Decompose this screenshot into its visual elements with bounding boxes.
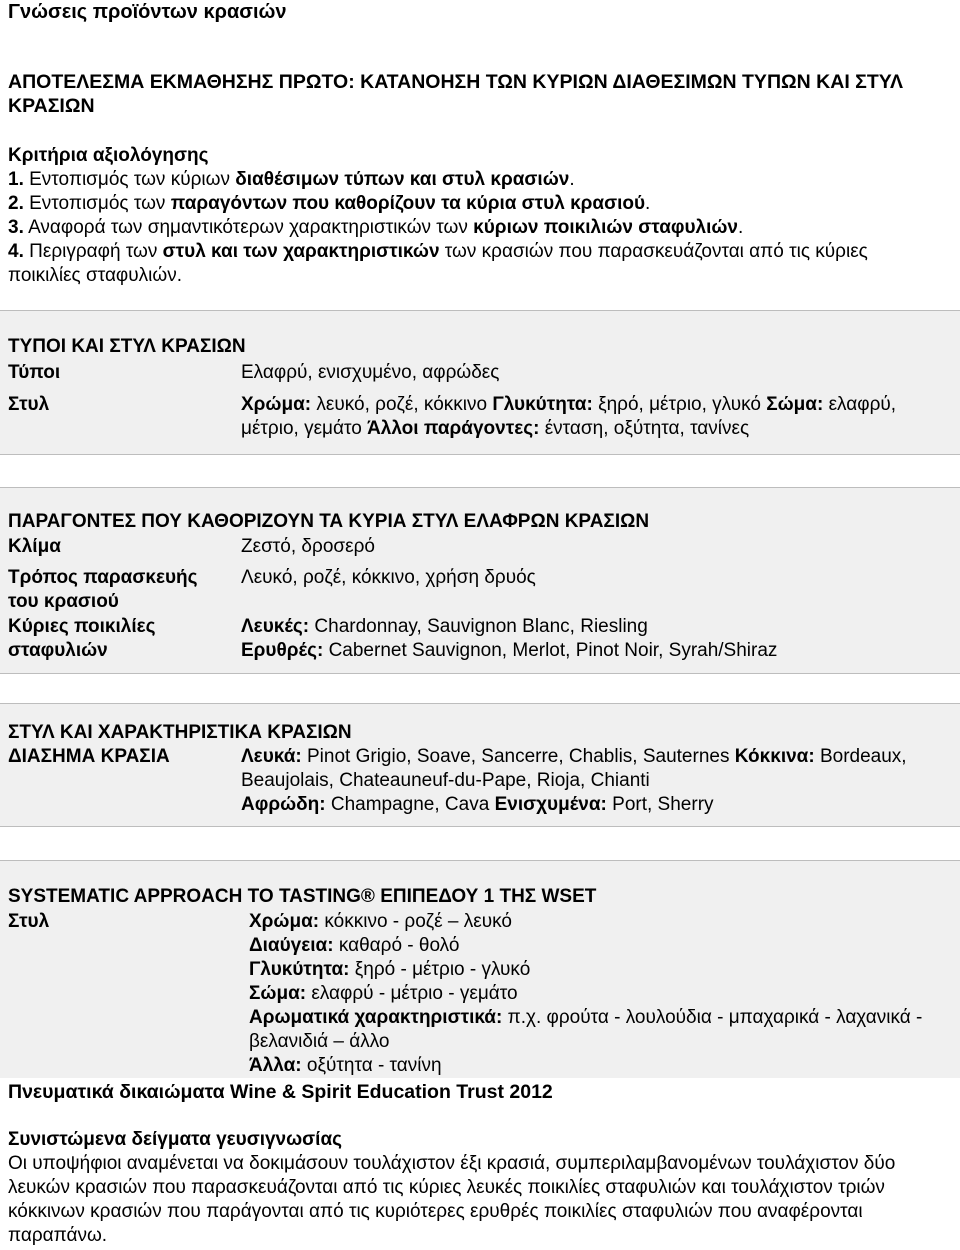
- wset-style-row: [8, 910, 953, 1078]
- red-grapes-label: Ερυθρές:: [241, 640, 324, 661]
- criteria-list: [8, 168, 938, 288]
- wset-line: [249, 910, 939, 934]
- criteria-text: Αναφορά των σημαντικότερων χαρακτηριστικών των: [23, 217, 474, 238]
- rich-text: Port, Sherry: [606, 794, 714, 815]
- criteria-number: 2.: [8, 193, 24, 214]
- factors-section: [0, 487, 960, 674]
- winemaking-value: Λευκό, ροζέ, κόκκινο, χρήση δρυός: [241, 567, 536, 588]
- criteria-keyword: στυλ και των χαρακτηριστικών: [162, 241, 440, 262]
- criteria-text: Εντοπισμός των: [23, 193, 171, 214]
- criteria-item: [8, 192, 938, 216]
- criteria-keyword: κύριων ποικιλιών σταφυλιών: [473, 217, 738, 238]
- rich-label: Κόκκινα:: [734, 746, 815, 767]
- section-heading-styles: ΣΤΥΛ ΚΑΙ ΧΑΡΑΚΤΗΡΙΣΤΙΚΑ ΚΡΑΣΙΩΝ: [8, 722, 352, 743]
- criteria-text-end: των κρασιών που παρασκευάζονται από τις κύριες ποικιλίες σταφυλιών.: [8, 241, 868, 286]
- criteria-number: 1.: [8, 169, 24, 190]
- white-grapes-label: Λευκές:: [241, 616, 310, 637]
- types-value: Ελαφρύ, ενισχυμένο, αφρώδες: [241, 362, 500, 383]
- wset-line-text: ξηρό - μέτριο - γλυκό: [349, 959, 531, 980]
- copyright-notice: Πνευματικά δικαιώματα Wine & Spirit Education Trust 2012: [8, 1081, 553, 1103]
- climate-value: Ζεστό, δροσερό: [241, 536, 375, 557]
- criteria-text-end: .: [645, 193, 651, 214]
- style-row: [8, 393, 953, 445]
- tasting-samples-heading: Συνιστώμενα δείγματα γευσιγνωσίας: [8, 1129, 343, 1150]
- document-title: Γνώσεις προϊόντων κρασιών: [8, 1, 287, 23]
- rich-text: ένταση, οξύτητα, τανίνες: [539, 418, 750, 439]
- winemaking-row: [8, 566, 953, 616]
- section-heading-wset: SYSTEMATIC APPROACH TO TASTING® ΕΠΙΠΕΔΟΥ 1 ΤΗΣ WSET: [8, 886, 597, 907]
- learning-outcome-heading: ΑΠΟΤΕΛΕΣΜΑ ΕΚΜΑΘΗΣΗΣ ΠΡΩΤΟ: ΚΑΤΑΝΟΗΣΗ ΤΩΝ ΚΥΡΙΩΝ ΔΙΑΘΕΣΙΜΩΝ ΤΥΠΩΝ ΚΑΙ ΣΤΥΛ ΚΡΑΣΙΩΝ: [8, 71, 904, 117]
- wset-style-values: [249, 910, 939, 1078]
- criteria-text-end: .: [738, 217, 744, 238]
- climate-row: [8, 535, 953, 561]
- wset-line-label: Σώμα:: [249, 983, 307, 1004]
- wset-section: [0, 860, 960, 1078]
- wset-style-label: Στυλ: [8, 911, 50, 932]
- wset-line: [249, 1054, 939, 1078]
- wset-line: [249, 958, 939, 982]
- climate-label: Κλίμα: [8, 536, 61, 557]
- grape-varieties-label: Κύριες ποικιλίες σταφυλιών: [8, 616, 156, 661]
- red-grapes-list: Cabernet Sauvignon, Merlot, Pinot Noir, Syrah/Shiraz: [323, 640, 778, 661]
- wset-line-label: Γλυκύτητα:: [249, 959, 350, 980]
- wset-line-text: κόκκινο - ροζέ – λευκό: [319, 911, 512, 932]
- rich-label: Άλλοι παράγοντες:: [367, 418, 540, 439]
- criteria-keyword: παραγόντων που καθορίζουν τα κύρια στυλ κρασιού: [170, 193, 646, 214]
- famous-wines-value: [241, 745, 931, 817]
- white-grapes-list: Chardonnay, Sauvignon Blanc, Riesling: [309, 616, 648, 637]
- assessment-criteria: [8, 144, 938, 288]
- wset-line-label: Διαύγεια:: [249, 935, 334, 956]
- section-heading-factors: ΠΑΡΑΓΟΝΤΕΣ ΠΟΥ ΚΑΘΟΡΙΖΟΥΝ ΤΑ ΚΥΡΙΑ ΣΤΥΛ ΕΛΑΦΡΩΝ ΚΡΑΣΙΩΝ: [8, 511, 650, 532]
- red-grapes: [241, 639, 777, 663]
- types-styles-section: [0, 310, 960, 455]
- wset-line-text: ελαφρύ - μέτριο - γεμάτο: [306, 983, 518, 1004]
- rich-label: Ενισχυμένα:: [494, 794, 607, 815]
- types-row: [8, 361, 953, 387]
- style-label: Στυλ: [8, 394, 50, 415]
- wset-line-text: π.χ. φρούτα - λουλούδια - μπαχαρικά - λαχανικά - βελανιδιά – άλλο: [249, 1007, 923, 1052]
- grape-varieties-row: [8, 615, 953, 665]
- section-heading-types: ΤΥΠΟΙ ΚΑΙ ΣΤΥΛ ΚΡΑΣΙΩΝ: [8, 336, 246, 357]
- criteria-number: 4.: [8, 241, 24, 262]
- wset-line-text: οξύτητα - τανίνη: [301, 1055, 442, 1076]
- types-label: Τύποι: [8, 362, 61, 383]
- wset-line-text: καθαρό - θολό: [333, 935, 460, 956]
- criteria-number: 3.: [8, 217, 24, 238]
- famous-wines-label: ΔΙΑΣΗΜΑ ΚΡΑΣΙΑ: [8, 746, 170, 767]
- wset-line: [249, 982, 939, 1006]
- wset-line-label: Αρωματικά χαρακτηριστικά:: [249, 1007, 503, 1028]
- rich-text: Bordeaux, Beaujolais, Chateauneuf-du-Pape, Rioja, Chianti: [241, 746, 907, 791]
- criteria-item: [8, 168, 938, 192]
- rich-label: Λευκά:: [241, 746, 302, 767]
- wset-line: [249, 1006, 939, 1054]
- rich-label: Γλυκύτητα:: [492, 394, 593, 415]
- rich-label: Σώμα:: [766, 394, 824, 415]
- criteria-text-end: .: [569, 169, 575, 190]
- tasting-samples-text: Οι υποψήφιοι αναμένεται να δοκιμάσουν τουλάχιστον έξι κρασιά, συμπεριλαμβανομένων τουλάχιστον δύο λευκών κρασιών που παρασκευάζονται από τις κύριες λευκές ποικιλίες σταφυλιών και τουλάχιστον τριών κόκκινων κρασιών που παράγονται από τις κυριότερες ερυθρές ποικιλίες σταφυλιών που αναφέρονται παραπάνω.: [8, 1153, 896, 1246]
- criteria-item: [8, 216, 938, 240]
- wset-line: [249, 934, 939, 958]
- criteria-keyword: διαθέσιμων τύπων και στυλ κρασιών: [235, 169, 570, 190]
- wset-line-label: Άλλα:: [249, 1055, 302, 1076]
- rich-label: Χρώμα:: [241, 394, 312, 415]
- rich-label: Αφρώδη:: [241, 794, 326, 815]
- white-grapes: [241, 615, 648, 639]
- rich-text: λευκό, ροζέ, κόκκινο: [311, 394, 493, 415]
- winemaking-label: Τρόπος παρασκευής του κρασιού: [8, 567, 198, 612]
- rich-text: ξηρό, μέτριο, γλυκό: [592, 394, 767, 415]
- wset-line-label: Χρώμα:: [249, 911, 320, 932]
- rich-text: Pinot Grigio, Soave, Sancerre, Chablis, Sauternes: [301, 746, 735, 767]
- criteria-text: Εντοπισμός των κύριων: [23, 169, 236, 190]
- rich-text: Champagne, Cava: [325, 794, 495, 815]
- famous-wines-row: [8, 745, 953, 821]
- styles-section: [0, 703, 960, 827]
- criteria-text: Περιγραφή των: [23, 241, 163, 262]
- criteria-title: Κριτήρια αξιολόγησης: [8, 145, 209, 166]
- style-value: [241, 393, 931, 441]
- rich-text: ελαφρύ, μέτριο, γεμάτο: [241, 394, 897, 439]
- criteria-item: [8, 240, 938, 288]
